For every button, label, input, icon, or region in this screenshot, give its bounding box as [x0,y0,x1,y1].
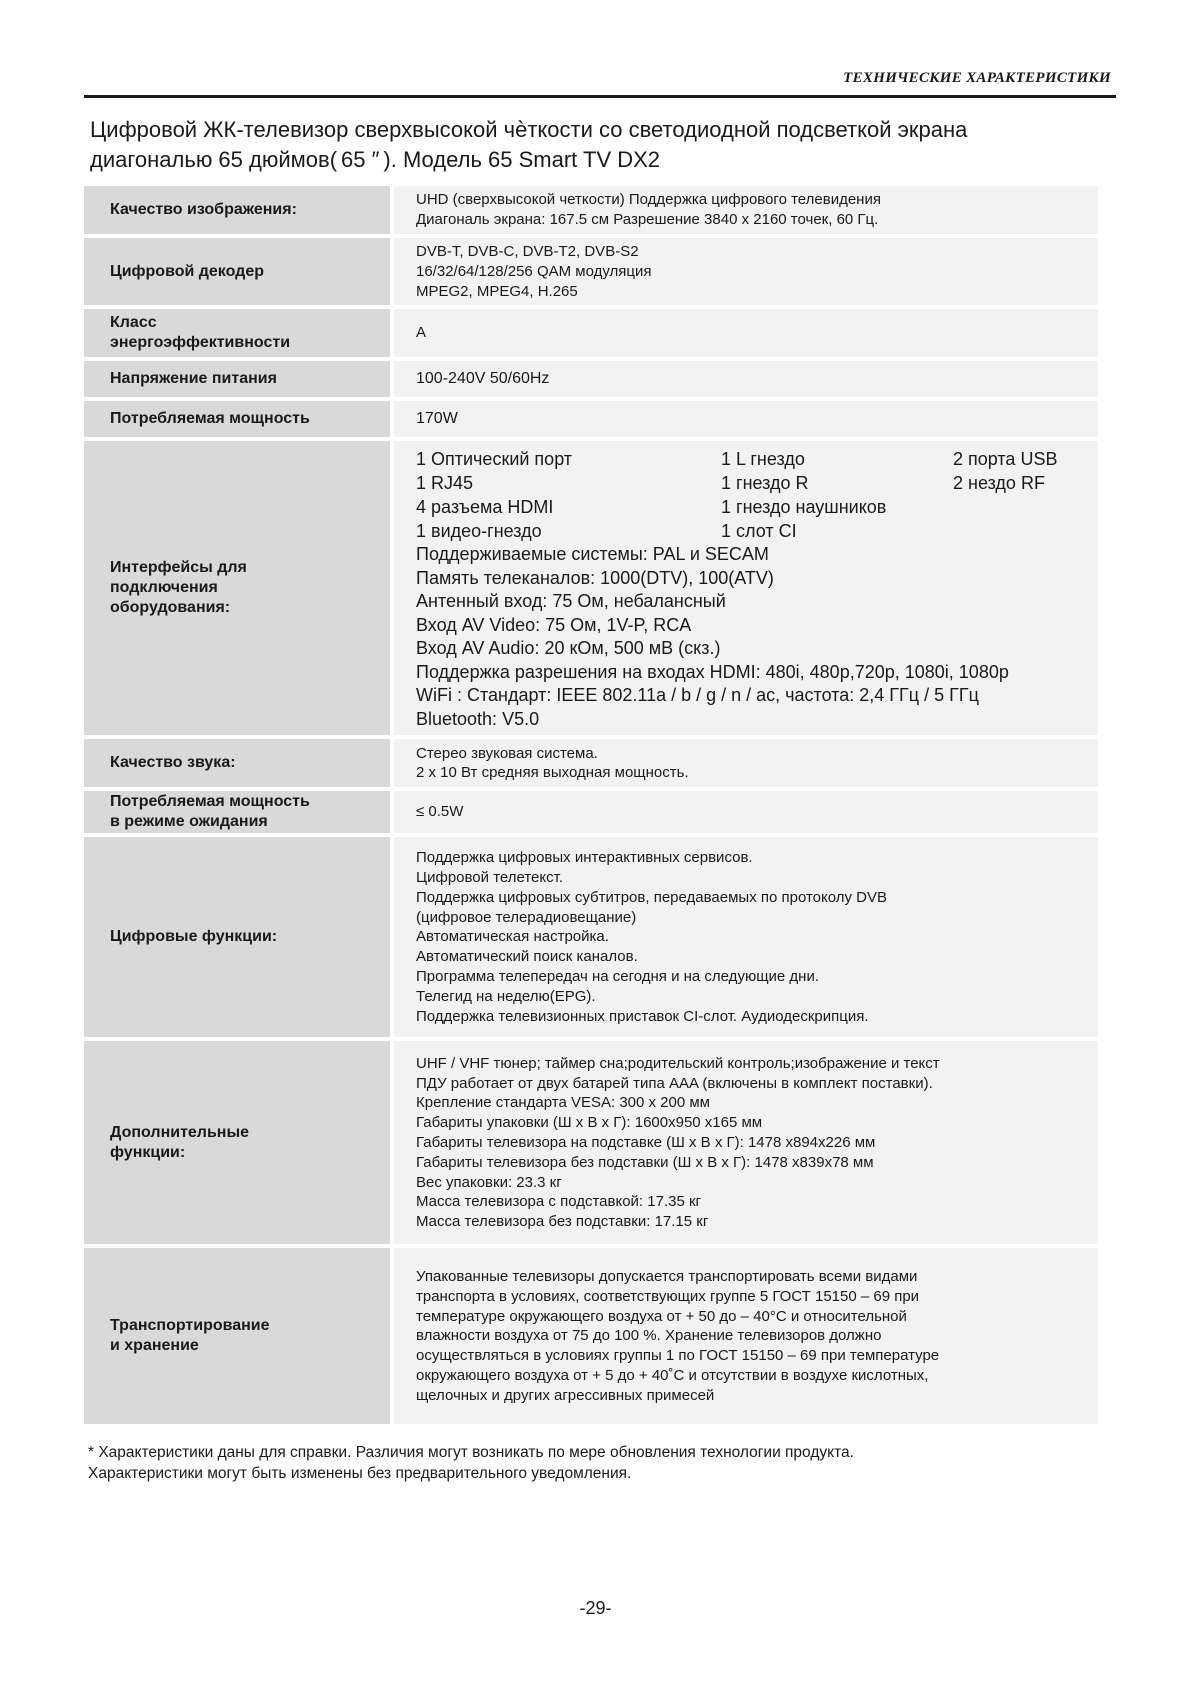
spec-value [394,837,1098,1037]
spec-value-line: Автоматическая настройка. [416,928,609,946]
spec-label [84,1248,390,1424]
spec-value-line: Упакованные телевизоры допускается транспортировать всеми видами [416,1268,918,1286]
port-item: 1 гнездо R [721,473,809,494]
spec-row-power-voltage [84,361,1098,397]
spec-row-transport [84,1248,1098,1424]
spec-value-line: Габариты телевизора без подставки (Ш x В x Г): 1478 x839x78 мм [416,1153,874,1171]
port-item: 1 Оптический порт [416,449,573,470]
spec-row-power-consumption [84,401,1098,437]
port-item: 1 видео-гнездо [416,521,542,542]
interface-detail: Вход AV Video: 75 Ом, 1V-P, RCA [416,614,692,635]
spec-value: 100-240V 50/60Hz [394,361,1098,397]
spec-label-line: Интерфейсы для [110,559,247,577]
spec-value-line: транспорта в условиях, соответствующих группе 5 ГОСТ 15150 – 69 при [416,1287,920,1305]
title-line-2 [90,145,1130,175]
spec-value-line: осуществляться в условиях группы 1 по ГОСТ 15150 – 69 при температуре [416,1347,940,1365]
spec-label: Потребляемая мощность [84,401,390,437]
spec-value: 170W [394,401,1098,437]
spec-label-line: в режиме ожидания [110,813,268,831]
title-line-1: Цифровой ЖК-телевизор сверхвысокой чѐткости со светодиодной подсветкой экрана [90,117,968,142]
spec-label-line: Транспортирование [110,1317,270,1335]
spec-label: Цифровые функции: [84,837,390,1037]
spec-value: A [394,309,1098,357]
title-line-2-suffix: ). Модель 65 Smart TV DX2 [383,147,661,172]
port-item: 2 нездо RF [953,473,1045,494]
spec-value-line: температуре окружающего воздуха от + 50 до – 40°С и относительной [416,1307,907,1325]
spec-label-line: функции: [110,1143,186,1161]
spec-value-line: окружающего воздуха от + 5 до + 40˚С и отсутствии в воздухе кислотных, [416,1367,929,1385]
spec-label-line: Дополнительные [110,1123,250,1141]
spec-value-line: Телегид на неделю(EPG). [416,987,596,1005]
spec-value-line: Стерео звуковая система. [416,744,598,762]
spec-value-line: Вес упаковки: 23.3 кг [416,1173,562,1191]
document-title [90,115,1130,175]
spec-value-line: Поддержка цифровых интерактивных сервисов. [416,849,753,867]
spec-row-sound [84,739,1098,787]
port-item: 2 порта USB [953,449,1058,470]
spec-value-line: Крепление стандарта VESA: 300 x 200 мм [416,1094,710,1112]
spec-row-additional [84,1041,1098,1244]
spec-value-line: Автоматический поиск каналов. [416,948,638,966]
spec-row-interfaces [84,441,1098,735]
section-title: ТЕХНИЧЕСКИЕ ХАРАКТЕРИСТИКИ [843,70,1111,86]
port-item: 4 разъема HDMI [416,497,554,518]
spec-value-line: Масса телевизора без подставки: 17.15 кг [416,1213,709,1231]
port-item: 1 слот CI [721,521,797,542]
spec-value: ≤ 0.5W [394,791,1098,833]
spec-label [84,309,390,357]
footnote-line: * Характеристики даны для справки. Различия могут возникать по мере обновления технологии продукта. [88,1444,854,1461]
spec-value [394,1041,1098,1244]
spec-value-line: 16/32/64/128/256 QAM модуляция [416,262,652,280]
spec-row-standby [84,791,1098,833]
interface-detail: Поддержка разрешения на входах HDMI: 480i, 480p,720p, 1080i, 1080p [416,661,1009,682]
spec-label-line: оборудования: [110,599,231,617]
ports-column-1 [416,447,721,543]
spec-label: Качество изображения: [84,186,390,234]
interface-detail: Bluetooth: V5.0 [416,708,540,729]
spec-value-line: Поддержка цифровых субтитров, передаваемых по протоколу DVB [416,888,888,906]
spec-value-line: Программа телепередач на сегодня и на следующие дни. [416,968,820,986]
spec-value-line: влажности воздуха от 75 до 100 %. Хранение телевизоров должно [416,1327,882,1345]
spec-value-line: DVB-T, DVB-C, DVB-T2, DVB-S2 [416,243,639,260]
spec-value [394,441,1098,735]
port-item: 1 L гнездо [721,449,805,470]
spec-value [394,1248,1098,1424]
model-size: 65 ″ [341,147,380,172]
spec-value-line: (цифровое телерадиовещание) [416,908,637,926]
spec-row-image-quality [84,186,1098,234]
spec-row-decoder [84,238,1098,305]
spec-value-line: UHF / VHF тюнер; таймер сна;родительский контроль;изображение и текст [416,1054,940,1072]
ports-grid [416,447,1088,543]
ports-column-2 [721,447,953,543]
footnote [88,1442,854,1484]
spec-label [84,791,390,833]
spec-value-line: ПДУ работает от двух батарей типа AAA (включены в комплект поставки). [416,1074,933,1092]
spec-value-line: Цифровой телетекст. [416,869,563,887]
spec-value-line: Диагональ экрана: 167.5 см Разрешение 3840 x 2160 точек, 60 Гц. [416,211,879,228]
spec-label [84,441,390,735]
page-number: -29- [579,1598,612,1618]
spec-value-line: щелочных и других агрессивных примесей [416,1386,715,1404]
footnote-line: Характеристики могут быть изменены без предварительного уведомления. [88,1465,632,1482]
spec-label [84,1041,390,1244]
spec-label-line: Класс [110,314,157,332]
title-line-2-prefix: диагональю 65 дюймов( [90,147,338,172]
spec-value-line: Габариты упаковки (Ш x В x Г): 1600x950 x165 мм [416,1114,763,1132]
spec-label-line: Потребляемая мощность [110,793,310,811]
spec-value-line: Масса телевизора с подставкой: 17.35 кг [416,1193,701,1211]
interface-detail: WiFi : Стандарт: IEEE 802.11a / b / g / n / ac, частота: 2,4 ГГц / 5 ГГц [416,685,979,706]
port-item: 1 RJ45 [416,473,474,494]
spec-value-line: Поддержка телевизионных приставок CI-слот. Аудиодескрипция. [416,1007,869,1025]
interface-detail: Антенный вход: 75 Ом, небалансный [416,591,726,612]
spec-label-line: подключения [110,579,218,597]
spec-label-line: и хранение [110,1337,199,1355]
spec-label: Напряжение питания [84,361,390,397]
header-rule [84,95,1116,98]
interface-detail: Память телеканалов: 1000(DTV), 100(ATV) [416,567,774,588]
port-item: 1 гнездо наушников [721,497,887,518]
spec-row-digital-functions [84,837,1098,1037]
spec-value [394,739,1098,787]
ports-column-3 [953,447,1113,543]
spec-table [84,182,1098,1428]
spec-value-line: UHD (сверхвысокой четкости) Поддержка цифрового телевидения [416,191,881,209]
spec-value [394,186,1098,234]
spec-value [394,238,1098,305]
interface-detail: Поддерживаемые системы: PAL и SECAM [416,544,769,565]
spec-value-line: 2 x 10 Вт средняя выходная мощность. [416,764,689,782]
spec-label-line: энергоэффективности [110,334,291,352]
spec-value-line: MPEG2, MPEG4, H.265 [416,282,578,300]
interfaces-details [416,543,1088,731]
interface-detail: Вход AV Audio: 20 кОм, 500 мВ (скз.) [416,638,721,659]
spec-row-energy-class [84,309,1098,357]
spec-value-line: Габариты телевизора на подставке (Ш x В x Г): 1478 x894x226 мм [416,1133,876,1151]
spec-label: Качество звука: [84,739,390,787]
spec-label: Цифровой декодер [84,238,390,305]
